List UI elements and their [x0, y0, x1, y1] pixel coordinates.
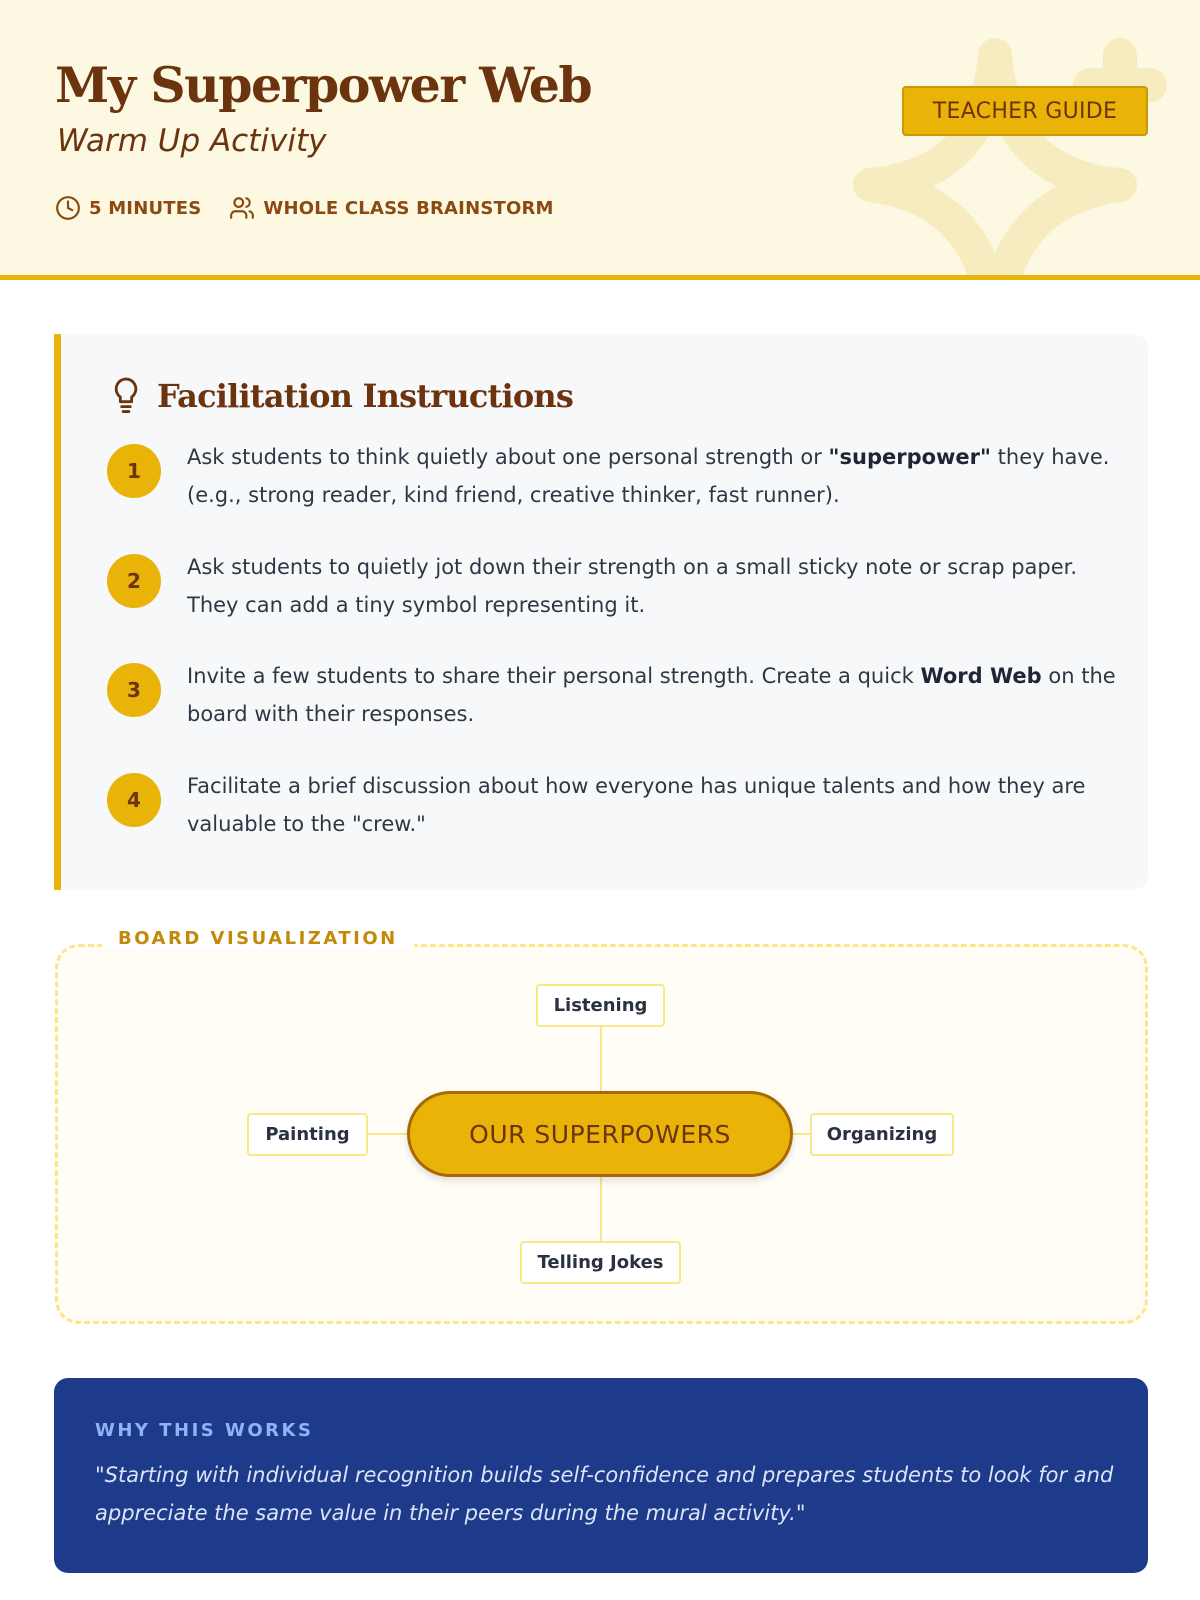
- why-this-works-quote: "Starting with individual recognition builds self-confidence and prepares students to look for and appreciate the same value in their peers during the mural activity.": [95, 1463, 1114, 1525]
- step-number-badge: 4: [107, 773, 161, 827]
- step-text: Ask students to think quietly about one personal strength or "superpower" they have. (e.g., strong reader, kind friend, creative thinker, fast runner).: [187, 445, 1110, 507]
- step-number-badge: 1: [107, 444, 161, 498]
- page-subtitle: Warm Up Activity: [57, 123, 327, 159]
- step-text: Ask students to quietly jot down their strength on a small sticky note or scrap paper. They can add a tiny symbol representing it.: [187, 555, 1078, 617]
- word-web-node-top: Listening: [536, 984, 665, 1027]
- format-label: WHOLE CLASS BRAINSTORM: [263, 197, 554, 219]
- why-this-works-label: WHY THIS WORKS: [95, 1420, 314, 1441]
- step-number-badge: 2: [107, 554, 161, 608]
- word-web-node-left: Painting: [247, 1113, 368, 1156]
- step-text: Facilitate a brief discussion about how everyone has unique talents and how they are valuable to the "crew.": [187, 774, 1086, 836]
- duration-label: 5 MINUTES: [89, 197, 202, 219]
- board-visualization-label: BOARD VISUALIZATION: [102, 928, 414, 949]
- word-web-node-right: Organizing: [810, 1113, 954, 1156]
- why-this-works-card: [54, 1378, 1148, 1573]
- instructions-title: Facilitation Instructions: [157, 377, 574, 415]
- step-number-badge: 3: [107, 663, 161, 717]
- page-title: My Superpower Web: [55, 56, 592, 114]
- teacher-guide-button[interactable]: TEACHER GUIDE: [902, 86, 1148, 136]
- step-text: Invite a few students to share their personal strength. Create a quick Word Web on the board with their responses.: [187, 664, 1116, 726]
- word-web-center: OUR SUPERPOWERS: [407, 1091, 793, 1177]
- word-web-node-bottom: Telling Jokes: [520, 1241, 681, 1284]
